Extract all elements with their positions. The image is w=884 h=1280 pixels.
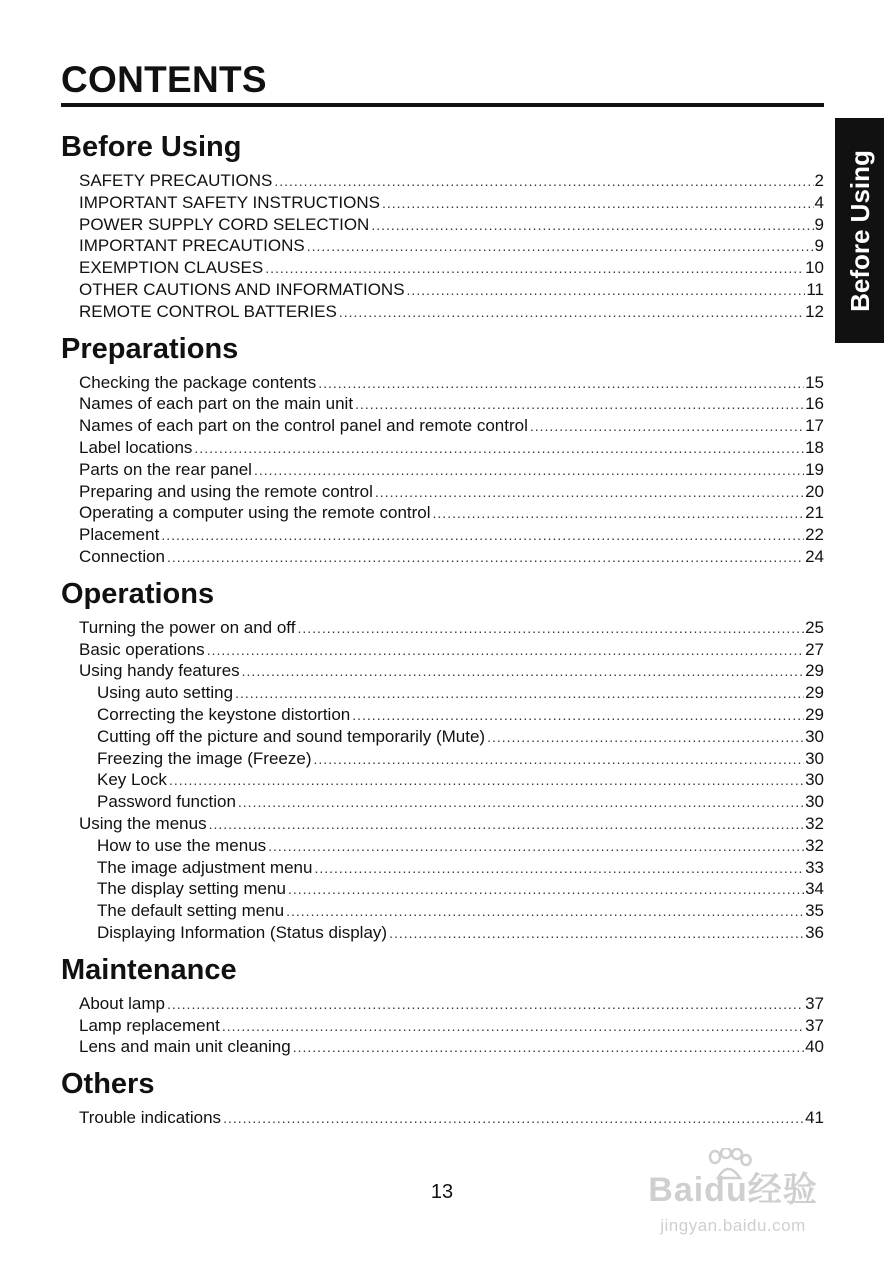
entry-label: Password function (97, 792, 236, 812)
entry-page-number: 37 (805, 993, 824, 1013)
dot-leader (161, 525, 804, 547)
dot-leader (167, 547, 804, 569)
toc-subentry[interactable] (61, 835, 824, 857)
toc-entry-list (61, 371, 824, 568)
entry-label: REMOTE CONTROL BATTERIES (79, 301, 337, 321)
entry-page-number: 41 (805, 1108, 824, 1128)
entry-label: Operating a computer using the remote control (79, 503, 431, 523)
toc-entry[interactable] (61, 639, 824, 661)
toc-entry[interactable] (61, 170, 824, 192)
dot-leader (222, 1016, 804, 1038)
entry-label: Correcting the keystone distortion (97, 704, 351, 724)
dot-leader (407, 280, 806, 302)
toc-entry[interactable] (61, 372, 824, 394)
entry-page-number: 36 (805, 922, 824, 942)
side-tab-label: Before Using (844, 149, 875, 312)
entry-label: Lens and main unit cleaning (79, 1037, 291, 1057)
entry-label: IMPORTANT SAFETY INSTRUCTIONS (79, 192, 380, 212)
entry-label: Turning the power on and off (79, 617, 296, 637)
entry-page-number: 12 (805, 301, 824, 321)
entry-label: Using auto setting (97, 683, 234, 703)
entry-label: Freezing the image (Freeze) (97, 748, 312, 768)
toc-subentry[interactable] (61, 857, 824, 879)
toc-section (61, 948, 824, 1058)
toc-section (61, 125, 824, 323)
entry-page-number: 25 (805, 617, 824, 637)
toc-entry[interactable] (61, 459, 824, 481)
toc-entry[interactable] (61, 1036, 824, 1058)
dot-leader (207, 640, 804, 662)
dot-leader (268, 836, 804, 858)
entry-label: Checking the package contents (79, 372, 317, 392)
entry-label: Names of each part on the control panel and remote control (79, 416, 528, 436)
entry-page-number: 30 (805, 748, 824, 768)
entry-label: Using handy features (79, 661, 240, 681)
toc-entry[interactable] (61, 524, 824, 546)
entry-page-number: 35 (805, 901, 824, 921)
toc-entry[interactable] (61, 813, 824, 835)
entry-label: Parts on the rear panel (79, 459, 252, 479)
toc-subentry[interactable] (61, 748, 824, 770)
dot-leader (274, 171, 813, 193)
page-number: 13 (430, 1181, 454, 1203)
entry-label: Label locations (79, 437, 193, 457)
toc-entry-list (61, 616, 824, 944)
dot-leader (382, 193, 814, 215)
dot-leader (318, 373, 804, 395)
entry-label: Displaying Information (Status display) (97, 922, 388, 942)
toc-entry[interactable] (61, 257, 824, 279)
entry-page-number: 32 (805, 835, 824, 855)
entry-label: The display setting menu (97, 879, 286, 899)
section-heading: Preparations (61, 332, 239, 365)
dot-leader (297, 618, 804, 640)
toc-subentry[interactable] (61, 769, 824, 791)
toc-entry[interactable] (61, 993, 824, 1015)
toc-entry[interactable] (61, 1107, 824, 1129)
toc-entry[interactable] (61, 1015, 824, 1037)
entry-label: The default setting menu (97, 901, 285, 921)
toc-entry[interactable] (61, 393, 824, 415)
toc-entry[interactable] (61, 192, 824, 214)
section-heading: Before Using (61, 131, 242, 163)
dot-leader (235, 683, 804, 705)
entry-label: Using the menus (79, 813, 207, 833)
entry-label: Preparing and using the remote control (79, 481, 373, 501)
toc-subentry[interactable] (61, 704, 824, 726)
entry-page-number: 29 (805, 683, 824, 703)
dot-leader (487, 727, 804, 749)
entry-label: Basic operations (79, 639, 205, 659)
entry-page-number: 18 (805, 437, 824, 457)
toc-entry[interactable] (61, 481, 824, 503)
toc-subentry[interactable] (61, 878, 824, 900)
dot-leader (293, 1037, 804, 1059)
dot-leader (355, 394, 804, 416)
entry-page-number: 24 (805, 546, 824, 566)
entry-page-number: 30 (805, 726, 824, 746)
section-heading: Others (61, 1068, 155, 1101)
entry-page-number: 2 (814, 171, 824, 190)
section-heading: Operations (61, 577, 215, 610)
dot-leader (223, 1108, 804, 1130)
dot-leader (238, 792, 804, 814)
watermark-logo-text: Baidu经验 (648, 1171, 818, 1209)
toc-entry-list (61, 1106, 824, 1129)
dot-leader (375, 482, 804, 504)
dot-leader (389, 923, 804, 945)
toc-entry[interactable] (61, 502, 824, 524)
section-heading: Maintenance (61, 953, 237, 986)
dot-leader (288, 879, 804, 901)
toc-section (61, 327, 824, 568)
toc-section (61, 1062, 824, 1129)
entry-label: Cutting off the picture and sound temporarily (Mute) (97, 726, 486, 746)
dot-leader (352, 705, 804, 727)
table-of-contents (61, 125, 824, 1129)
entry-page-number: 30 (805, 792, 824, 812)
toc-subentry[interactable] (61, 682, 824, 704)
toc-entry[interactable] (61, 235, 824, 257)
title-rule (61, 103, 824, 107)
toc-entry[interactable] (61, 546, 824, 568)
page-title: CONTENTS (61, 59, 267, 100)
toc-entry-list (61, 169, 824, 323)
entry-page-number: 15 (805, 372, 824, 392)
entry-label: Trouble indications (79, 1108, 222, 1128)
entry-page-number: 20 (805, 481, 824, 501)
dot-leader (242, 661, 804, 683)
entry-page-number: 10 (805, 258, 824, 278)
entry-label: Placement (79, 525, 160, 545)
entry-page-number: 29 (805, 704, 824, 724)
entry-page-number: 22 (805, 525, 824, 545)
entry-page-number: 37 (805, 1015, 824, 1035)
section-side-tab (835, 118, 884, 343)
entry-label: How to use the menus (97, 835, 267, 855)
entry-page-number: 27 (805, 639, 824, 659)
entry-label: IMPORTANT PRECAUTIONS (79, 236, 305, 256)
dot-leader (254, 460, 804, 482)
toc-entry[interactable] (61, 617, 824, 639)
entry-label: Key Lock (97, 770, 167, 790)
entry-page-number: 21 (805, 503, 824, 523)
entry-page-number: 30 (805, 770, 824, 790)
dot-leader (371, 215, 813, 237)
watermark-url: jingyan.baidu.com (660, 1216, 806, 1235)
entry-page-number: 32 (805, 813, 824, 833)
toc-entry-list (61, 992, 824, 1058)
dot-leader (265, 258, 804, 280)
dot-leader (307, 236, 814, 258)
entry-page-number: 19 (805, 459, 824, 479)
dot-leader (209, 814, 805, 836)
entry-label: About lamp (79, 993, 165, 1013)
entry-page-number: 11 (806, 279, 824, 299)
toc-subentry[interactable] (61, 726, 824, 748)
entry-label: Connection (79, 546, 166, 566)
dot-leader (194, 438, 804, 460)
entry-page-number: 29 (805, 661, 824, 681)
entry-label: EXEMPTION CLAUSES (79, 258, 264, 278)
entry-label: Names of each part on the main unit (79, 394, 354, 414)
dot-leader (167, 994, 804, 1016)
entry-page-number: 9 (814, 214, 824, 234)
toc-subentry[interactable] (61, 791, 824, 813)
entry-label: Lamp replacement (79, 1015, 220, 1035)
entry-label: SAFETY PRECAUTIONS (79, 171, 273, 190)
toc-subentry[interactable] (61, 900, 824, 922)
dot-leader (339, 302, 804, 324)
dot-leader (433, 503, 805, 525)
watermark (628, 1148, 838, 1248)
dot-leader (286, 901, 804, 923)
entry-page-number: 9 (814, 236, 824, 256)
entry-page-number: 33 (805, 857, 824, 877)
entry-label: OTHER CAUTIONS AND INFORMATIONS (79, 279, 405, 299)
toc-entry[interactable] (61, 660, 824, 682)
entry-page-number: 16 (805, 394, 824, 414)
toc-entry[interactable] (61, 301, 824, 323)
dot-leader (169, 770, 804, 792)
toc-section (61, 572, 824, 944)
entry-label: POWER SUPPLY CORD SELECTION (79, 214, 370, 234)
toc-entry[interactable] (61, 415, 824, 437)
dot-leader (530, 416, 804, 438)
dot-leader (313, 749, 804, 771)
dot-leader (314, 858, 804, 880)
entry-label: The image adjustment menu (97, 857, 313, 877)
toc-entry[interactable] (61, 279, 824, 301)
toc-entry[interactable] (61, 214, 824, 236)
entry-page-number: 17 (805, 416, 824, 436)
toc-subentry[interactable] (61, 922, 824, 944)
entry-page-number: 34 (805, 879, 824, 899)
toc-entry[interactable] (61, 437, 824, 459)
entry-page-number: 4 (814, 192, 824, 212)
entry-page-number: 40 (805, 1037, 824, 1057)
